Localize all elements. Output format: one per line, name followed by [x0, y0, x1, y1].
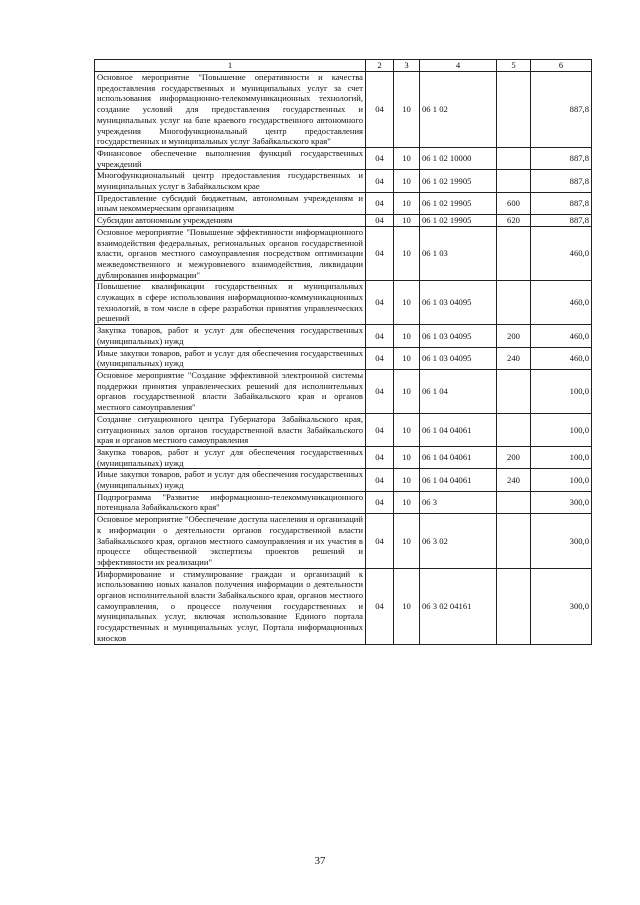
row-code-5: 240	[497, 469, 531, 491]
row-code-4: 06 1 02 19905	[420, 192, 497, 214]
row-name: Финансовое обеспечение выполнения функций государственных учреждений	[95, 147, 366, 169]
row-code-3: 10	[394, 568, 420, 644]
row-name: Многофункциональный центр предоставления государственных и муниципальных услуг в Забайкальском крае	[95, 170, 366, 192]
row-code-2: 04	[366, 72, 394, 148]
row-code-2: 04	[366, 325, 394, 347]
row-amount: 887,8	[531, 72, 592, 148]
row-amount: 300,0	[531, 568, 592, 644]
row-code-5	[497, 413, 531, 446]
row-code-4: 06 1 03 04095	[420, 325, 497, 347]
row-name: Повышение квалификации государственных и муниципальных служащих в сфере использования информационно-коммуникационных технологий, в том числе в сфере разработки принятия управленческих решений	[95, 281, 366, 325]
row-code-2: 04	[366, 469, 394, 491]
row-name: Подпрограмма "Развитие информационно-телекоммуникационного потенциала Забайкальского края"	[95, 491, 366, 513]
table-header-row	[95, 60, 592, 72]
row-code-3: 10	[394, 491, 420, 513]
row-code-3: 10	[394, 514, 420, 569]
budget-table	[94, 59, 592, 645]
row-name: Субсидии автономным учреждениям	[95, 215, 366, 227]
row-code-4: 06 1 03 04095	[420, 281, 497, 325]
row-code-4: 06 3 02 04161	[420, 568, 497, 644]
row-name: Основное мероприятие "Создание эффективной электронной системы поддержки принятия управленческих решений для исполнительных органов государственной власти Забайкальского края и органов местного самоуправления"	[95, 369, 366, 413]
row-code-3: 10	[394, 446, 420, 468]
table-row	[95, 469, 592, 491]
row-code-3: 10	[394, 72, 420, 148]
row-code-5	[497, 568, 531, 644]
row-code-4: 06 1 04 04061	[420, 446, 497, 468]
row-amount: 300,0	[531, 491, 592, 513]
row-code-2: 04	[366, 568, 394, 644]
table-row	[95, 568, 592, 644]
row-name: Предоставление субсидий бюджетным, автономным учреждениям и иным некоммерческим организациям	[95, 192, 366, 214]
row-code-3: 10	[394, 347, 420, 369]
row-code-2: 04	[366, 369, 394, 413]
table-row	[95, 147, 592, 169]
row-code-5: 620	[497, 215, 531, 227]
row-code-5: 200	[497, 446, 531, 468]
row-code-4: 06 1 04 04061	[420, 413, 497, 446]
row-name: Иные закупки товаров, работ и услуг для обеспечения государственных (муниципальных) нужд	[95, 469, 366, 491]
row-code-5	[497, 72, 531, 148]
row-code-3: 10	[394, 147, 420, 169]
row-code-2: 04	[366, 413, 394, 446]
row-name: Закупка товаров, работ и услуг для обеспечения государственных (муниципальных) нужд	[95, 325, 366, 347]
row-code-5	[497, 514, 531, 569]
row-code-5	[497, 170, 531, 192]
row-code-4: 06 3 02	[420, 514, 497, 569]
row-name: Создание ситуационного центра Губернатора Забайкальского края, ситуационных залов органов государственной власти Забайкальского края и органов местного самоуправления	[95, 413, 366, 446]
row-amount: 300,0	[531, 514, 592, 569]
row-code-3: 10	[394, 170, 420, 192]
row-amount: 100,0	[531, 369, 592, 413]
row-amount: 460,0	[531, 325, 592, 347]
row-code-4: 06 1 02 19905	[420, 215, 497, 227]
table-row	[95, 192, 592, 214]
row-code-2: 04	[366, 281, 394, 325]
row-code-5: 200	[497, 325, 531, 347]
row-code-4: 06 1 04 04061	[420, 469, 497, 491]
row-code-2: 04	[366, 446, 394, 468]
table-row	[95, 170, 592, 192]
row-code-3: 10	[394, 215, 420, 227]
row-name: Информирование и стимулирование граждан и организаций к использованию новых каналов получения информации о деятельности органов исполнительной власти Забайкальского края, органов местного самоуправления, о процессе получения государственных и муниципальных услуг, включая использование Единого портала государственных и муниципальных услуг, Портала информационных киосков	[95, 568, 366, 644]
row-amount: 887,8	[531, 215, 592, 227]
table-row	[95, 215, 592, 227]
row-amount: 100,0	[531, 469, 592, 491]
row-code-2: 04	[366, 514, 394, 569]
page-number: 37	[314, 855, 326, 867]
row-code-2: 04	[366, 347, 394, 369]
table-row	[95, 514, 592, 569]
row-code-2: 04	[366, 226, 394, 281]
row-name: Основное мероприятие "Обеспечение доступа населения и организаций к информации о деятельности органов государственной власти Забайкальского края, органов местного самоуправления и их участия в процессе общественной экспертизы проектов решений и эффективности их реализации"	[95, 514, 366, 569]
row-name: Иные закупки товаров, работ и услуг для обеспечения государственных (муниципальных) нужд	[95, 347, 366, 369]
row-code-5: 240	[497, 347, 531, 369]
row-code-3: 10	[394, 226, 420, 281]
table-row	[95, 446, 592, 468]
row-code-4: 06 1 04	[420, 369, 497, 413]
row-code-5	[497, 491, 531, 513]
row-code-5	[497, 226, 531, 281]
row-code-4: 06 1 02 19905	[420, 170, 497, 192]
table-row	[95, 325, 592, 347]
table-row	[95, 226, 592, 281]
row-code-4: 06 1 02	[420, 72, 497, 148]
column-header: 1	[95, 60, 366, 72]
column-header: 5	[497, 60, 531, 72]
row-amount: 460,0	[531, 281, 592, 325]
column-header: 4	[420, 60, 497, 72]
column-header: 2	[366, 60, 394, 72]
row-amount: 460,0	[531, 347, 592, 369]
table-row	[95, 369, 592, 413]
row-code-2: 04	[366, 215, 394, 227]
table-row	[95, 491, 592, 513]
row-code-3: 10	[394, 413, 420, 446]
row-amount: 100,0	[531, 446, 592, 468]
row-code-5	[497, 369, 531, 413]
table-row	[95, 413, 592, 446]
row-code-5	[497, 281, 531, 325]
row-code-2: 04	[366, 491, 394, 513]
table-row	[95, 347, 592, 369]
row-amount: 887,8	[531, 147, 592, 169]
row-name: Закупка товаров, работ и услуг для обеспечения государственных (муниципальных) нужд	[95, 446, 366, 468]
row-code-3: 10	[394, 325, 420, 347]
row-code-4: 06 1 03 04095	[420, 347, 497, 369]
row-code-2: 04	[366, 147, 394, 169]
column-header: 3	[394, 60, 420, 72]
table-row	[95, 281, 592, 325]
row-code-4: 06 1 02 10000	[420, 147, 497, 169]
row-amount: 100,0	[531, 413, 592, 446]
row-code-3: 10	[394, 192, 420, 214]
row-code-3: 10	[394, 369, 420, 413]
row-code-3: 10	[394, 469, 420, 491]
column-header: 6	[531, 60, 592, 72]
row-code-3: 10	[394, 281, 420, 325]
row-code-4: 06 3	[420, 491, 497, 513]
table-row	[95, 72, 592, 148]
row-amount: 460,0	[531, 226, 592, 281]
row-name: Основное мероприятие "Повышение эффективности информационного взаимодействия федеральных, региональных органов государственной власти, органов местного самоуправления посредством оптимизации межведомственного и межуровневого взаимодействия, ликвидации дублирования информации"	[95, 226, 366, 281]
row-amount: 887,8	[531, 192, 592, 214]
row-amount: 887,8	[531, 170, 592, 192]
row-code-4: 06 1 03	[420, 226, 497, 281]
row-name: Основное мероприятие "Повышение оперативности и качества предоставления государственных и муниципальных услуг за счет использования информационно-телекоммуникационных технологий, создание условий для предоставления государственных и муниципальных услуг на базе краевого государственного автономного учреждения Многофункциональный центр предоставления государственных и муниципальных услуг Забайкальского края"	[95, 72, 366, 148]
row-code-2: 04	[366, 192, 394, 214]
row-code-5: 600	[497, 192, 531, 214]
row-code-5	[497, 147, 531, 169]
row-code-2: 04	[366, 170, 394, 192]
